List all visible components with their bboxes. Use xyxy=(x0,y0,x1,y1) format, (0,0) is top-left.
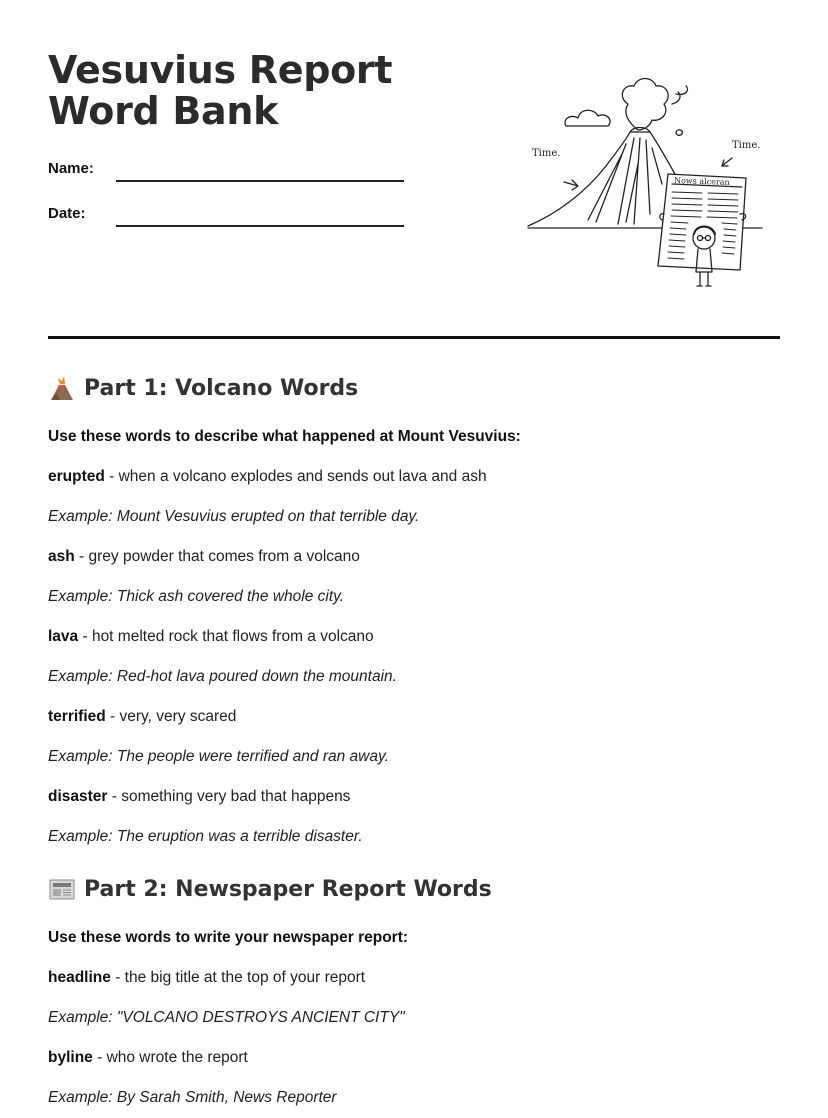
part1-intro: Use these words to describe what happened at Mount Vesuvius: xyxy=(48,428,521,445)
word-entry xyxy=(48,548,360,566)
word-definition: - when a volcano explodes and sends out lava and ash xyxy=(104,468,487,485)
word-example: Example: By Sarah Smith, News Reporter xyxy=(48,1089,337,1106)
date-label: Date: xyxy=(48,205,86,222)
word-example: Example: The people were terrified and ran away. xyxy=(48,748,389,765)
part2-heading-text: Part 2: Newspaper Report Words xyxy=(84,876,492,902)
word-example: Example: The eruption was a terrible disaster. xyxy=(48,828,363,845)
newspaper-masthead: Nows alceran xyxy=(673,176,730,187)
word-term: headline xyxy=(48,969,111,986)
word-term: disaster xyxy=(48,788,108,805)
word-entry xyxy=(48,1049,248,1067)
word-entry xyxy=(48,468,487,486)
time-label-right: Time. xyxy=(732,140,761,151)
page-title: Vesuvius Report Word Bank xyxy=(48,48,393,133)
name-field[interactable] xyxy=(116,180,404,182)
word-definition: - who wrote the report xyxy=(92,1049,248,1066)
word-entry xyxy=(48,708,236,726)
part1-heading-text: Part 1: Volcano Words xyxy=(84,375,359,401)
newspaper-icon xyxy=(48,875,76,903)
name-label: Name: xyxy=(48,160,94,177)
word-term: lava xyxy=(48,628,79,645)
part2-heading xyxy=(48,875,492,903)
time-label-left: Time. xyxy=(532,148,561,159)
word-term: terrified xyxy=(48,708,106,725)
word-definition: - the big title at the top of your report xyxy=(110,969,366,986)
word-entry xyxy=(48,969,365,987)
word-example: Example: Mount Vesuvius erupted on that terrible day. xyxy=(48,508,420,525)
word-term: erupted xyxy=(48,468,105,485)
word-definition: - very, very scared xyxy=(105,708,237,725)
word-definition: - hot melted rock that flows from a volcano xyxy=(78,628,374,645)
word-example: Example: Thick ash covered the whole city. xyxy=(48,588,345,605)
word-term: byline xyxy=(48,1049,93,1066)
word-example: Example: Red-hot lava poured down the mountain. xyxy=(48,668,397,685)
word-entry xyxy=(48,788,350,806)
word-entry xyxy=(48,628,374,646)
word-term: ash xyxy=(48,548,75,565)
volcano-icon xyxy=(48,374,76,402)
word-definition: - grey powder that comes from a volcano xyxy=(74,548,360,565)
part1-heading xyxy=(48,374,358,402)
date-field[interactable] xyxy=(116,225,404,227)
volcano-newspaper-illustration xyxy=(526,74,766,292)
section-divider xyxy=(48,336,780,339)
part2-intro: Use these words to write your newspaper report: xyxy=(48,929,409,946)
word-example: Example: "VOLCANO DESTROYS ANCIENT CITY" xyxy=(48,1009,405,1026)
word-definition: - something very bad that happens xyxy=(107,788,351,805)
